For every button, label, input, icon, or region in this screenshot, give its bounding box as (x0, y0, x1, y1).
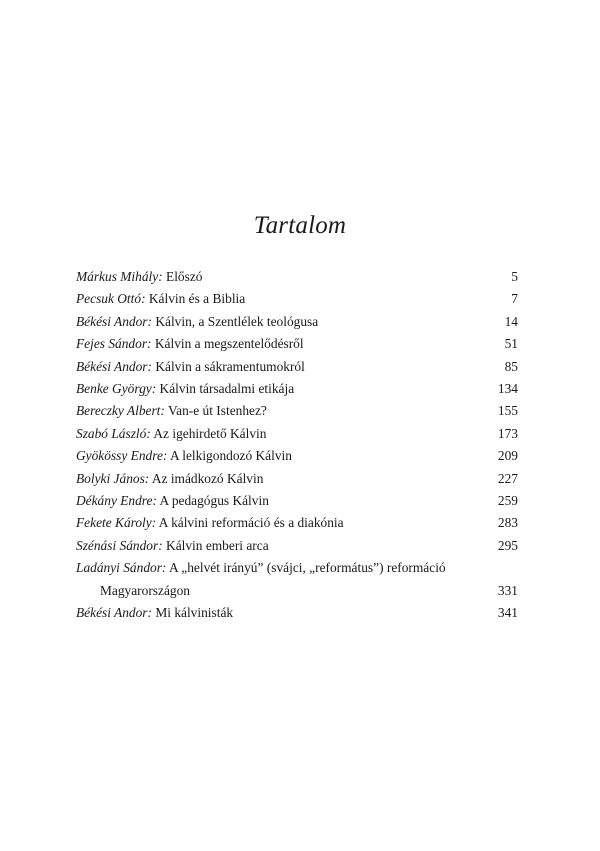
toc-entry (76, 378, 518, 400)
toc-title: Az igehirdető Kálvin (153, 425, 267, 441)
toc-page-number: 209 (497, 448, 518, 464)
toc-page-number: 283 (497, 515, 518, 531)
toc-author: Ladányi Sándor: (76, 560, 167, 576)
toc-title: Az imádkozó Kálvin (151, 470, 264, 486)
toc-title: Kálvin társadalmi etikája (159, 381, 295, 397)
toc-page-number: 331 (497, 582, 518, 598)
toc-author: Békési Andor: (76, 605, 152, 621)
toc-author: Békési Andor: (76, 358, 152, 374)
toc-title: Kálvin emberi arca (166, 537, 269, 553)
toc-author: Bolyki János: (76, 470, 150, 486)
toc-entry (76, 311, 518, 333)
toc-title: Van-e út Istenhez? (167, 403, 267, 419)
toc-entry (76, 288, 518, 310)
toc-page-number: 14 (504, 313, 518, 329)
toc-title: Kálvin és a Biblia (148, 291, 246, 307)
toc-author: Márkus Mihály: (76, 269, 163, 284)
toc-page-number: 155 (497, 403, 518, 419)
toc-author: Békési Andor: (76, 313, 152, 329)
toc-title: Mi kálvinisták (155, 605, 234, 621)
toc-entry (76, 512, 518, 534)
toc-entry (76, 490, 518, 512)
toc-author: Pecsuk Ottó: (76, 291, 146, 307)
toc-title: A „helvét irányú” (svájci, „református”) reformáció (169, 560, 446, 576)
toc-entry (76, 445, 518, 467)
toc-entry (76, 400, 518, 422)
toc-title: A kálvini reformáció és a diakónia (158, 515, 344, 531)
toc-title: A lelkigondozó Kálvin (169, 448, 292, 464)
toc-page-number: 51 (504, 336, 518, 352)
toc-title: Kálvin, a Szentlélek teológusa (155, 313, 319, 329)
toc-author: Bereczky Albert: (76, 403, 165, 419)
toc-page-number: 341 (497, 605, 518, 621)
toc-entry (76, 535, 518, 557)
toc-author: Fekete Károly: (76, 515, 157, 531)
toc-entry (76, 468, 518, 490)
toc-page-number: 85 (504, 358, 518, 374)
toc-page-number: 227 (497, 470, 518, 486)
page-title: Tartalom (253, 212, 347, 239)
toc-entry (76, 266, 518, 288)
toc-author: Szabó László: (76, 425, 151, 441)
toc-page-number: 173 (497, 425, 518, 441)
toc-page-number: 259 (497, 493, 518, 509)
toc-page-number: 7 (511, 291, 518, 307)
toc-title: Előszó (166, 269, 203, 284)
toc-entry (76, 557, 518, 602)
toc-title: Kálvin a megszentelődésről (154, 336, 304, 352)
toc-page-number: 5 (511, 269, 518, 284)
toc-title: A pedagógus Kálvin (159, 493, 269, 509)
toc-author: Dékány Endre: (76, 493, 157, 509)
toc-page-number: 134 (497, 381, 518, 397)
table-of-contents (76, 266, 518, 625)
toc-entry (76, 356, 518, 378)
toc-entry (76, 602, 518, 624)
toc-title: Kálvin a sákramentumokról (155, 358, 305, 374)
toc-author: Gyökössy Endre: (76, 448, 168, 464)
toc-author: Fejes Sándor: (76, 336, 152, 352)
toc-entry (76, 333, 518, 355)
toc-author: Szénási Sándor: (76, 537, 163, 553)
toc-entry (76, 423, 518, 445)
toc-page-number: 295 (497, 537, 518, 553)
toc-author: Benke György: (76, 381, 157, 397)
toc-title-continuation: Magyarországon (100, 582, 190, 598)
